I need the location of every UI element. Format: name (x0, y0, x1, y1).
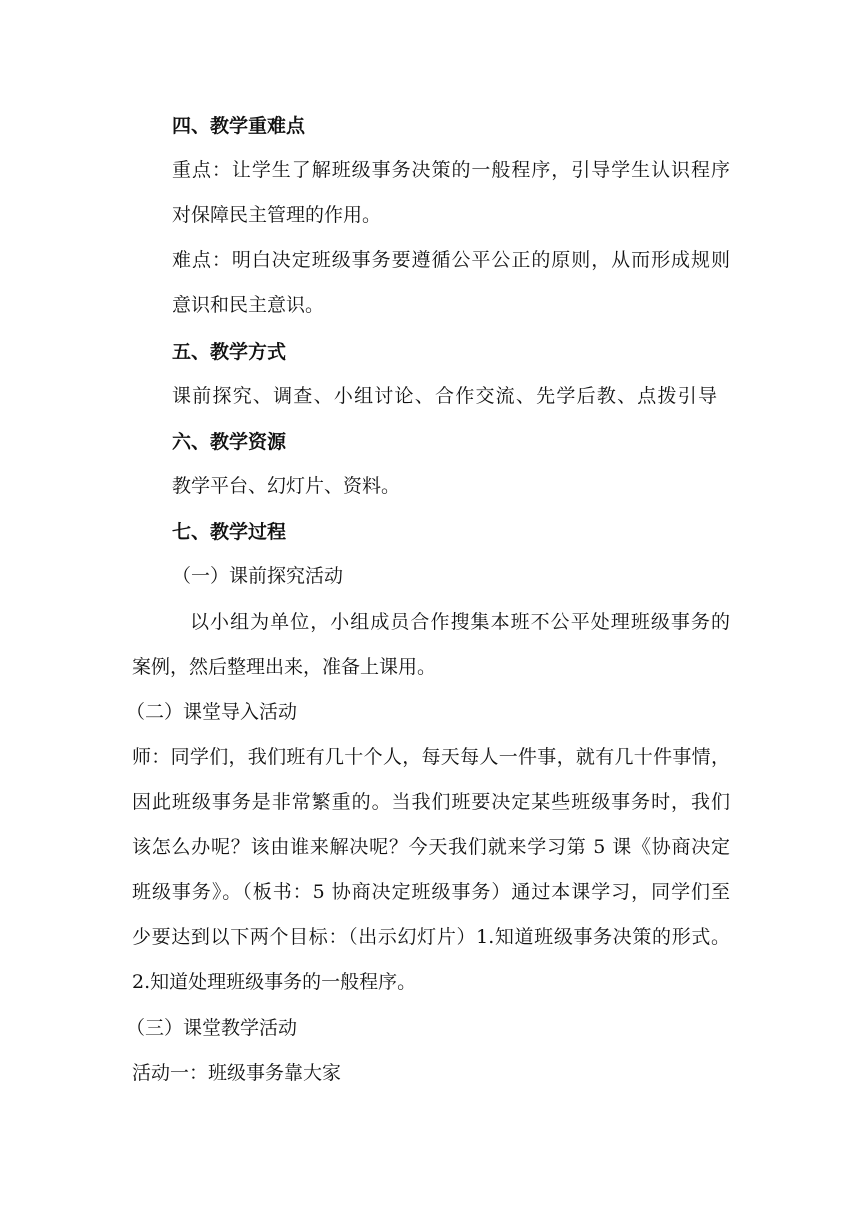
introduction-line-5: 少要达到以下两个目标：（出示幻灯片）1.知道班级事务决策的形式。 (132, 926, 730, 948)
pre-class-line-1: 以小组为单位，小组成员合作搜集本班不公平处理班级事务的 (190, 611, 730, 633)
activity-one-title: 活动一：班级事务靠大家 (132, 1062, 342, 1084)
subsection-title-classroom-activities: （三）课堂教学活动 (126, 1017, 298, 1039)
difficult-points-line-2: 意识和民主意识。 (172, 294, 325, 316)
introduction-line-4: 班级事务》。（板书：5 协商决定班级事务）通过本课学习，同学们至 (132, 881, 730, 903)
subsection-title-introduction: （二）课堂导入活动 (126, 701, 298, 723)
difficult-points-line-1: 难点：明白决定班级事务要遵循公平公正的原则，从而形成规则 (172, 249, 730, 271)
introduction-line-3: 该怎么办呢？该由谁来解决呢？今天我们就来学习第 5 课《协商决定 (132, 836, 730, 858)
introduction-line-6: 2.知道处理班级事务的一般程序。 (132, 971, 417, 993)
subsection-title-pre-class: （一）课前探究活动 (172, 565, 344, 587)
section-heading-teaching-process: 七、教学过程 (172, 521, 287, 543)
section-heading-teaching-resources: 六、教学资源 (172, 431, 287, 453)
key-points-line-2: 对保障民主管理的作用。 (172, 204, 382, 226)
teaching-methods-content: 课前探究、调查、小组讨论、合作交流、先学后教、点拨引导 (172, 385, 717, 407)
introduction-line-1: 师：同学们，我们班有几十个人，每天每人一件事，就有几十件事情， (132, 746, 730, 768)
teaching-resources-content: 教学平台、幻灯片、资料。 (172, 475, 401, 497)
pre-class-line-2: 案例，然后整理出来，准备上课用。 (132, 656, 437, 678)
introduction-line-2: 因此班级事务是非常繁重的。当我们班要决定某些班级事务时，我们 (132, 791, 730, 813)
section-heading-teaching-methods: 五、教学方式 (172, 341, 287, 363)
section-heading-teaching-focus: 四、教学重难点 (172, 115, 306, 137)
key-points-line-1: 重点：让学生了解班级事务决策的一般程序，引导学生认识程序 (172, 159, 730, 181)
